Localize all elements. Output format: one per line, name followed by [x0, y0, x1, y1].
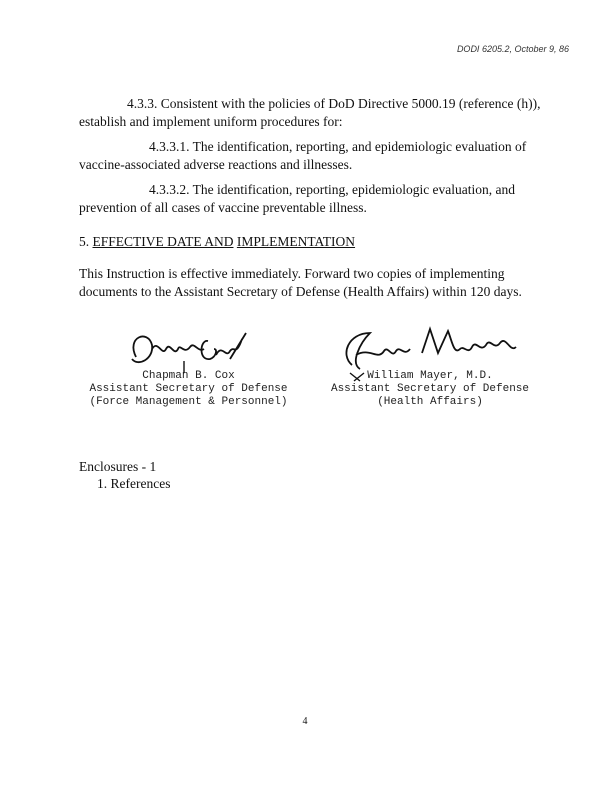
signature-block-left: [86, 370, 291, 409]
paragraph-4-3-3-1: 4.3.3.1. The identification, reporting, and epidemiologic evaluation of vaccine-associated adverse reactions and illnesses.: [79, 139, 527, 172]
section-5-heading: [79, 234, 355, 250]
enclosure-item-references: 1. References: [97, 476, 171, 491]
section-5-text: This Instruction is effective immediately. Forward two copies of implementing documents to the Assistant Secretary of Defense (Health Affairs) within 120 days.: [79, 266, 522, 299]
signer-name: William Mayer, M.D.: [367, 370, 493, 382]
section-5-title-part2: IMPLEMENTATION: [236, 234, 356, 249]
document-reference-header: DODI 6205.2, October 9, 86: [456, 44, 569, 54]
paragraph-4-3-3: 4.3.3. Consistent with the policies of DoD Directive 5000.19 (reference (h)), establish and implement uniform procedures for:: [79, 96, 541, 129]
signer-title: Assistant Secretary of Defense: [89, 383, 288, 395]
signer-office: (Health Affairs): [377, 396, 483, 408]
signer-title: Assistant Secretary of Defense: [330, 383, 530, 395]
section-5-title-part1: EFFECTIVE DATE AND: [92, 234, 234, 249]
signer-office: (Force Management & Personnel): [89, 396, 288, 408]
section-5-number: 5.: [79, 234, 90, 249]
paragraph-4-3-3-2: 4.3.3.2. The identification, reporting, epidemiologic evaluation, and prevention of all cases of vaccine preventable illness.: [79, 182, 516, 215]
enclosures-heading: Enclosures - 1: [79, 459, 157, 474]
page-number: 4: [302, 716, 308, 727]
signer-name: Chapman B. Cox: [142, 370, 235, 382]
signature-block-right: [325, 370, 535, 409]
